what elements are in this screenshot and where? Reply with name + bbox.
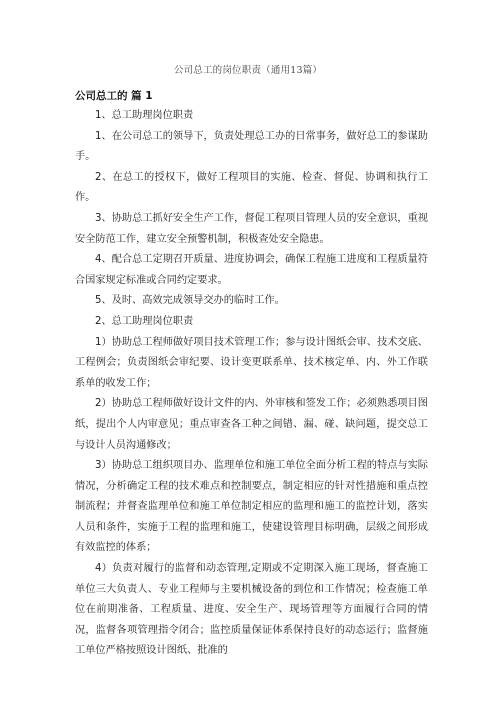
paragraph: 4、配合总工定期召开质量、进度协调会，确保工程施工进度和工程质量符合国家规定标准或合同约定要求。 xyxy=(75,254,428,286)
paragraph: 3）协助总工组织项目办、监理单位和施工单位全面分析工程的特点与实际情况，分析确定工程的技术难点和控制要点，制定相应的针对性措施和重点控制流程；并督查监理单位和施工单位制定相应的监理和施工的监控计划，落实人员和条件，实施于工程的监理和施工，使建设管理目标明确，层级之间形成有效监控的体系； xyxy=(75,460,428,554)
document-body xyxy=(75,106,428,662)
paragraph: 1、总工助理岗位职责 xyxy=(95,110,194,121)
paragraph: 4）负责对履行的监督和动态管理,定期或不定期深入施工现场，督查施工单位三大负责人、专业工程师与主要机械设备的到位和工作情况；检查施工单位在前期准备、工程质量、进度、安全生产、现场管理等方面履行合同的情况，监督各项管理指令闭合；监控质量保证体系保持良好的动态运行；监督施工单位严格按照设计图纸、批准的 xyxy=(75,563,428,657)
paragraph: 2、在总工的授权下，做好工程项目的实施、检查、督促、协调和执行工作。 xyxy=(75,171,428,204)
paragraph: 3、协助总工抓好安全生产工作，督促工程项目管理人员的安全意识，重视安全防范工作，建立安全预警机制，积极查处安全隐患。 xyxy=(75,212,428,245)
section-heading: 公司总工的 篇 1 xyxy=(75,90,153,102)
paragraph: 1）协助总工程师做好项目技术管理工作；参与设计图纸会审、技术交底、工程例会；负责图纸会审纪要、设计变更联系单、技术核定单、内、外工作联系单的收发工作； xyxy=(75,336,428,389)
paragraph: 2、总工助理岗位职责 xyxy=(95,315,194,327)
document-title: 公司总工的岗位职责（通用13篇） xyxy=(173,65,323,76)
paragraph: 2）协助总工程师做好设计文件的内、外审核和签发工作；必须熟悉项目图纸，提出个人内审意见；重点审查各工种之间错、漏、碰、缺问题，提交总工与设计人员沟通修改； xyxy=(75,398,428,451)
paragraph: 1、在公司总工的领导下，负责处理总工办的日常事务，做好总工的参谋助手。 xyxy=(75,130,428,163)
paragraph: 5、及时、高效完成领导交办的临时工作。 xyxy=(95,295,285,307)
